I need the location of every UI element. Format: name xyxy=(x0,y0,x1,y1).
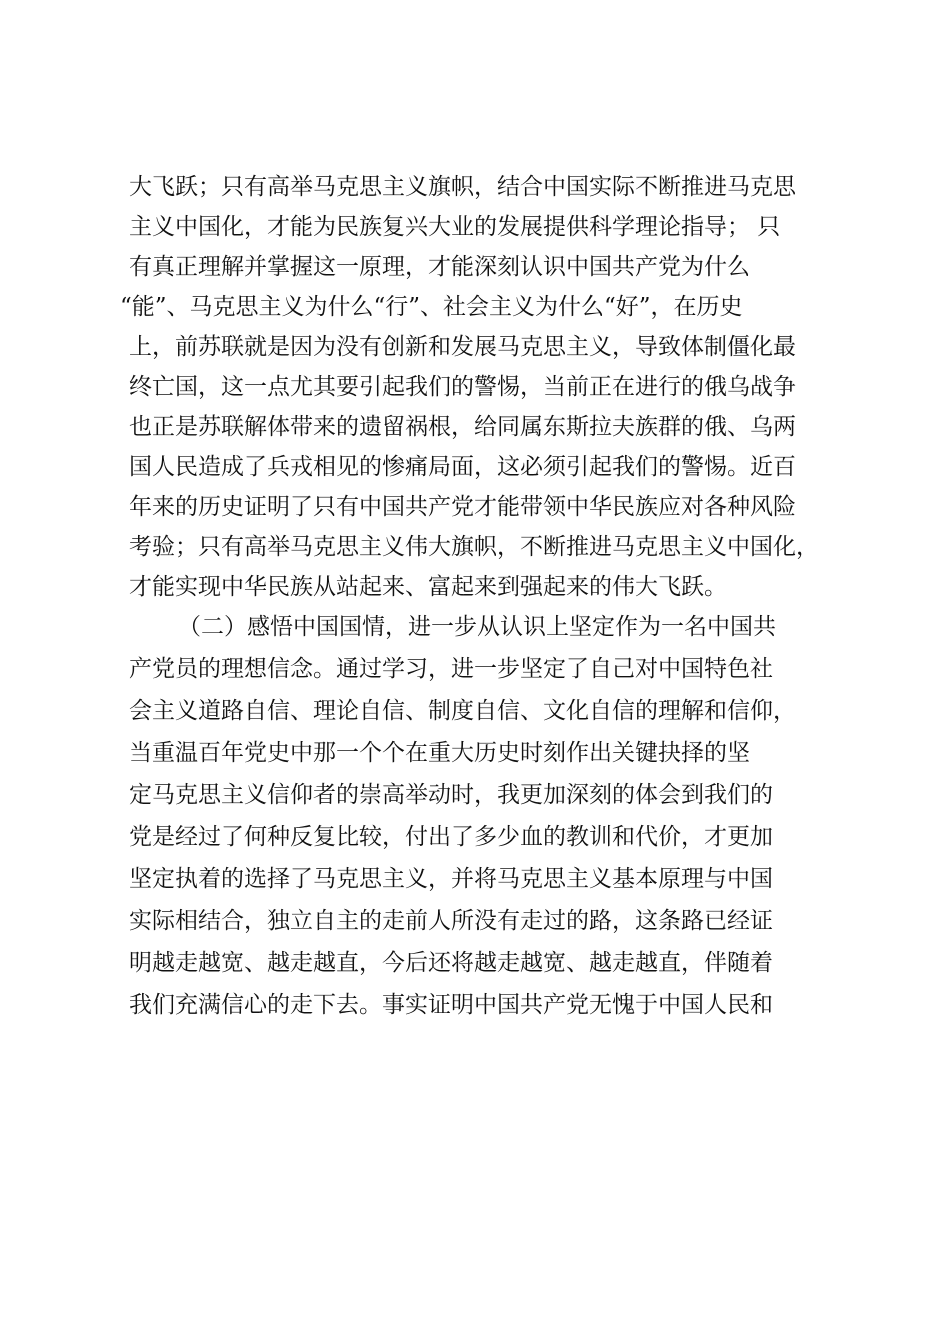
text-line: 主义中国化，才能为民族复兴大业的发展提供科学理论指导； 只 xyxy=(129,214,781,240)
text-line: 大飞跃；只有高举马克思主义旗帜，结合中国实际不断推进马克思 xyxy=(129,174,796,200)
text-line: 才能实现中华民族从站起来、富起来到强起来的伟大飞跃。 xyxy=(129,574,727,600)
text-line: 年来的历史证明了只有中国共产党才能带领中华民族应对各种风险 xyxy=(129,494,796,520)
text-line: 会主义道路自信、理论自信、制度自信、文化自信的理解和信仰， xyxy=(129,698,796,724)
text-line: 明越走越宽、越走越直，今后还将越走越宽、越走越直，伴随着 xyxy=(129,950,773,976)
text-line: 上，前苏联就是因为没有创新和发展马克思主义，导致体制僵化最 xyxy=(129,334,796,360)
text-line: 定马克思主义信仰者的崇高举动时，我更加深刻的体会到我们的 xyxy=(129,782,773,808)
text-line: 我们充满信心的走下去。事实证明中国共产党无愧于中国人民和 xyxy=(129,992,773,1018)
text-line: 有真正理解并掌握这一原理，才能深刻认识中国共产党为什么 xyxy=(129,254,750,280)
text-line: 实际相结合，独立自主的走前人所没有走过的路，这条路已经证 xyxy=(129,908,773,934)
text-line: 考验；只有高举马克思主义伟大旗帜，不断推进马克思主义中国化， xyxy=(129,534,819,560)
text-line: 党是经过了何种反复比较，付出了多少血的教训和代价，才更加 xyxy=(129,824,773,850)
section-heading-line: （二）感悟中国国情，进一步从认识上坚定作为一名中国共 xyxy=(178,614,776,640)
text-line: 终亡国，这一点尤其要引起我们的警惕，当前正在进行的俄乌战争 xyxy=(129,374,796,400)
text-line: 国人民造成了兵戎相见的惨痛局面，这必须引起我们的警惕。近百 xyxy=(129,454,796,480)
text-line: 当重温百年党史中那一个个在重大历史时刻作出关键抉择的坚 xyxy=(129,740,750,766)
text-line: “能”、马克思主义为什么“行”、社会主义为什么“好”，在历史 xyxy=(120,294,743,320)
text-line: 坚定执着的选择了马克思主义，并将马克思主义基本原理与中国 xyxy=(129,866,773,892)
text-line: 产党员的理想信念。通过学习，进一步坚定了自己对中国特色社 xyxy=(129,656,773,682)
text-line: 也正是苏联解体带来的遗留祸根，给同属东斯拉夫族群的俄、乌两 xyxy=(129,414,796,440)
